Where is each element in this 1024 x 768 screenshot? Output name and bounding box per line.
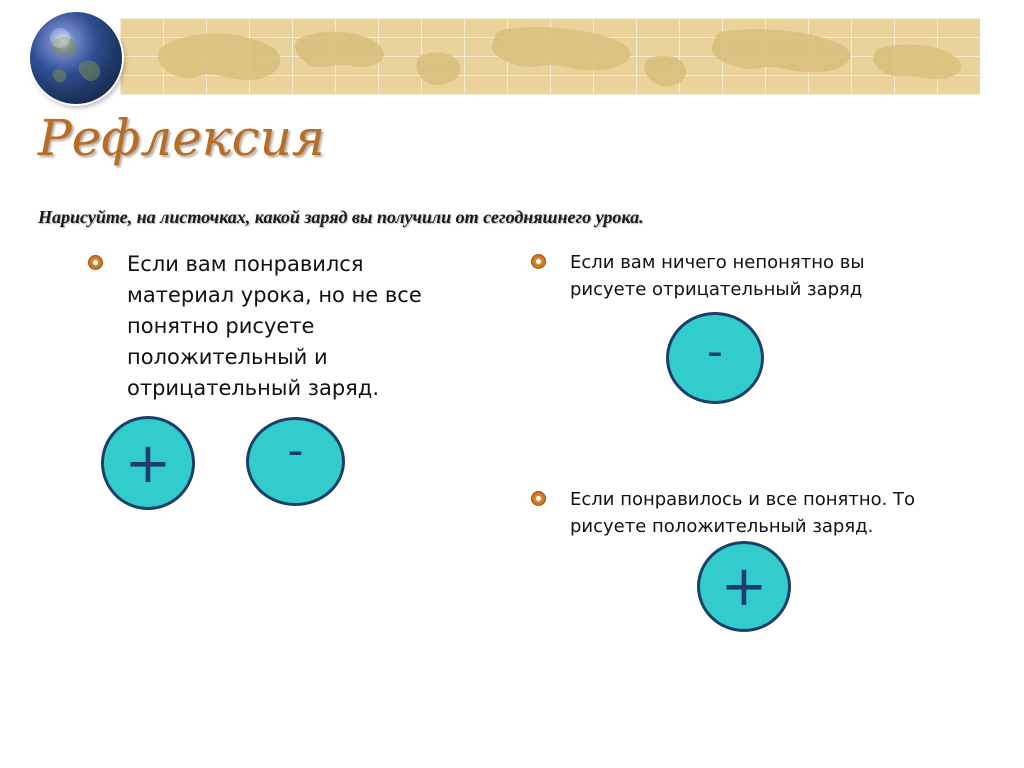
bullet-text: Если понравилось и все понятно. То рисуете положительный заряд. (570, 489, 916, 537)
world-map-banner (120, 18, 980, 95)
globe-continents (30, 12, 122, 104)
bullet-dot-icon (531, 254, 546, 269)
slide-title: Рефлексия (38, 109, 325, 167)
negative-charge-circle: - (666, 312, 764, 404)
bullet-item-negative-charge (531, 249, 911, 303)
bullet-dot-icon (88, 255, 103, 270)
bullet-item-positive-charge (531, 486, 951, 540)
globe-icon (30, 12, 122, 104)
bullet-dot-icon (531, 491, 546, 506)
negative-charge-circle: - (246, 417, 345, 506)
bullet-text: Если вам ничего непонятно вы рисуете отрицательный заряд (570, 252, 865, 300)
bullet-text: Если вам понравился материал урока, но не все понятно рисуете положительный и отрицательный заряд. (127, 252, 422, 400)
slide-subtitle: Нарисуйте, на листочках, какой заряд вы получили от сегодняшнего урока. (38, 207, 644, 227)
positive-charge-circle: + (697, 541, 791, 632)
positive-charge-circle: + (101, 416, 195, 510)
world-map-shapes (120, 18, 980, 95)
bullet-item-mixed-charge (88, 249, 448, 404)
